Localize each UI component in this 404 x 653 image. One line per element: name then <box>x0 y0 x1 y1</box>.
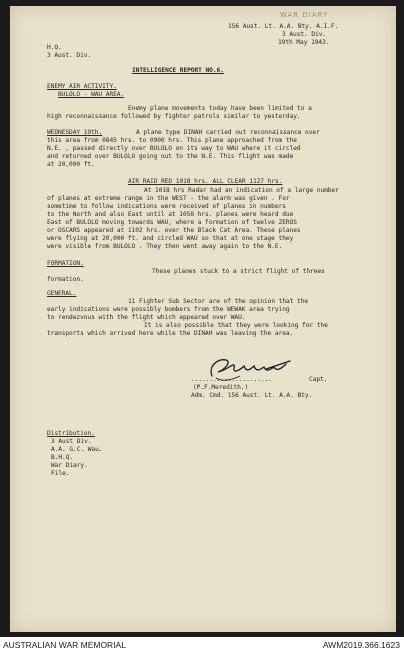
raid-line: to the North and also East until at 1058 hrs. planes were heard due <box>47 211 294 218</box>
general-line: transports which arrived here while the DINAH was leaving the area. <box>47 330 294 337</box>
wednesday-line: at 20,000 ft. <box>47 161 95 168</box>
raid-line: were flying at 20,000 ft. and circled WAU so that at one stage they <box>47 235 294 242</box>
raid-line: or OSCARS appeared at 1102 hrs. over the Black Cat Area. These planes <box>47 227 301 234</box>
raid-line: sometime to follow indications were received of planes in numbers <box>47 203 286 210</box>
raid-line: At 1018 hrs Radar had an indication of a large number <box>144 187 339 194</box>
formation-line-1: These planes stuck to a strict flight of threes <box>152 268 325 275</box>
distribution-item: File. <box>51 470 70 477</box>
general-line: It is also possible that they were looking for the <box>144 322 328 329</box>
general-line: 11 Fighter Sub Sector are of the opinion that the <box>128 298 309 305</box>
raid-line: East of BULOLO moving towards WAU, where a formation of twelve ZEROS <box>47 219 297 226</box>
area-line: BULOLO - WAU AREA. <box>58 91 125 98</box>
war-diary-annotation: WAR DIARY <box>280 11 329 19</box>
general-line: to rendezvous with the flight which appeared over WAU. <box>47 314 246 321</box>
wednesday-line: N.E. , passed directly over BULOLO on its way to WAU where it circled <box>47 145 301 152</box>
institution-name: AUSTRALIAN WAR MEMORIAL <box>3 640 126 650</box>
archive-footer <box>0 637 404 653</box>
signature-rule: ...................... <box>191 376 272 383</box>
division-heading: 3 Aust. Div. <box>282 31 327 38</box>
air-raid-heading: AIR RAID RED 1018 hrs. ALL CLEAR 1127 hrs. <box>128 178 283 185</box>
wednesday-line: and returned over BULOLO going out to the N.E. This flight was made <box>47 153 294 160</box>
wednesday-label: WEDNESDAY 19th. <box>47 129 103 136</box>
signatory-title: Adm. Cmd. 156 Aust. Lt. A.A. Bty. <box>191 392 313 399</box>
unit-heading: 156 Aust. Lt. A.A. Bty. A.I.F. <box>228 23 339 30</box>
general-line: early indications were possibly bombers from the WEWAK area trying <box>47 306 290 313</box>
addressee-hq: H.Q. <box>47 44 62 51</box>
raid-line: of planes at extreme range in the WEST - the alarm was given . For <box>47 195 290 202</box>
signatory-rank: Capt. <box>309 376 328 383</box>
subject-line: ENEMY AIR ACTIVITY. <box>47 83 117 90</box>
formation-line-2: formation. <box>47 276 84 283</box>
intro-line-1: Enemy plane movements today have been limited to a <box>128 105 312 112</box>
distribution-item: 3 Aust Div. <box>51 438 92 445</box>
report-title: INTELLIGENCE REPORT NO.6. <box>132 67 224 74</box>
signatory-name: (P.F.Meredith.) <box>193 384 249 391</box>
addressee-division: 3 Aust. Div. <box>47 52 92 59</box>
intro-line-2: high reconnaissance followed by fighter patrols similar to yesterday. <box>47 113 301 120</box>
distribution-item: War Diary. <box>51 462 88 469</box>
raid-line: were visible from BULOLO . They then went away again to the N.E. <box>47 243 283 250</box>
wednesday-line: this area from 0845 hrs. to 0900 hrs. This plane approached from the <box>47 137 297 144</box>
report-date: 19th May 1943. <box>278 39 330 46</box>
general-label: GENERAL. <box>47 290 77 297</box>
distribution-item: A.A. G.C. Wau. <box>51 446 103 453</box>
accession-number: AWM2019.366.1623 <box>322 640 400 650</box>
document-page <box>10 6 396 632</box>
distribution-label: Distribution. <box>47 430 95 437</box>
formation-label: FORMATION. <box>47 260 84 267</box>
distribution-item: B.H.Q. <box>51 454 74 461</box>
wednesday-first-line: A plane type DINAH carried out reconnaissance over <box>136 129 320 136</box>
